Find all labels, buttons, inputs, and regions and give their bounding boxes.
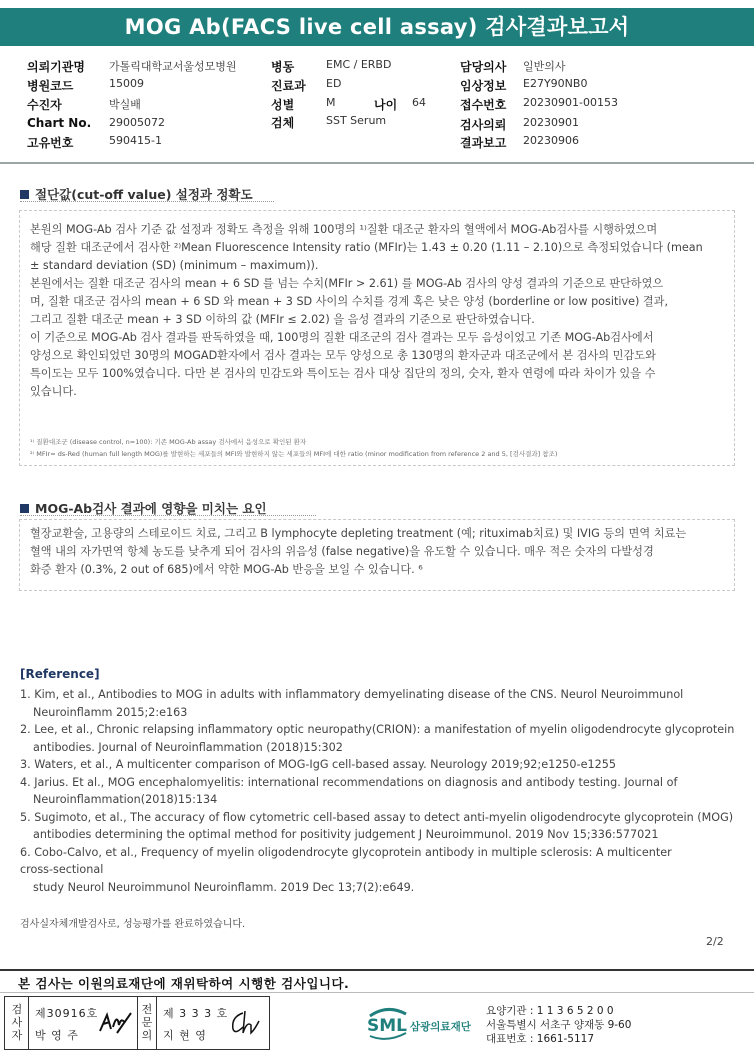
section-factors-title-text: MOG-Ab검사 결과에 영향을 미치는 요인	[35, 501, 267, 516]
age-value: 64	[412, 96, 426, 109]
text-line: 해당 질환 대조군에서 검사한 ²⁾Mean Fluorescence Intensity ratio (MFIr)는 1.43 ± 0.20 (1.11 – 2.10)으로 측정되었습니다 (mean	[30, 241, 703, 254]
chart-value: 29005072	[109, 116, 165, 129]
reference-line: 6. Cobo-Calvo, et al., Frequency of myelin oligodendrocyte glycoprotein antibody in multiple sclerosis: A multicenter	[20, 845, 672, 859]
outsourcing-note: 본 검사는 이원의료재단에 재위탁하여 시행한 검사입니다.	[18, 976, 350, 991]
doctor-label: 담당의사	[460, 60, 507, 74]
bullet-square-icon	[20, 504, 29, 513]
reviewer-name: 지 현 영	[163, 1029, 207, 1042]
reviewer-signature-icon	[227, 1007, 263, 1039]
sml-logo	[366, 1003, 486, 1043]
reviewer-label: 전 문 의	[141, 1003, 153, 1042]
dept-value: ED	[326, 77, 342, 90]
reference-list	[20, 686, 740, 896]
reviewer-license: 제 3 3 3 호	[163, 1007, 229, 1020]
ward-value: EMC / ERBD	[326, 58, 392, 71]
age-label: 나이	[374, 98, 398, 112]
section-divider	[20, 515, 316, 516]
dept-label: 진료과	[271, 79, 306, 93]
tester-signature-icon	[97, 1007, 133, 1037]
section-cutoff-body	[30, 221, 724, 401]
unique-label: 고유번호	[27, 136, 74, 150]
tester-label: 검 사 자	[11, 1003, 23, 1042]
org-info	[486, 1004, 631, 1046]
text-line: 본원에서는 질환 대조군 검사의 mean + 6 SD 를 넘는 수치(MFIr > 2.61) 를 MOG-Ab 검사의 양성 결과의 기준으로 판단하였으	[30, 277, 664, 290]
text-line: 그리고 질환 대조군 mean + 3 SD 이하의 값 (MFIr ≤ 2.02) 을 음성 결과의 기준으로 판단하였습니다.	[30, 313, 535, 326]
doctor-value: 일반의사	[523, 60, 566, 73]
reference-line: antibodies. Journal of Neuroinflammation (2018)15:302	[33, 740, 343, 754]
hospital-label: 의뢰기관명	[27, 60, 85, 74]
logo-text: SML	[367, 1016, 407, 1036]
reference-line: 3. Waters, et al., A multicenter comparison of MOG-IgG cell-based assay. Neurology 2019;92;e1250-e1255	[20, 758, 616, 771]
ward-label: 병동	[271, 60, 295, 74]
specimen-value: SST Serum	[326, 114, 387, 127]
chart-label: Chart No.	[27, 116, 92, 130]
reference-line: Neuroinflamm 2015;2:e163	[33, 705, 188, 719]
report-title: MOG Ab(FACS live cell assay) 검사결과보고서	[0, 8, 754, 46]
request-label: 검사의뢰	[460, 118, 507, 132]
text-line: 본원의 MOG-Ab 검사 기준 값 설정과 정확도 측정을 위해 100명의 ¹⁾질환 대조군 환자의 혈액에서 MOG-Ab검사를 시행하였으며	[30, 223, 658, 236]
section-cutoff-title-text: 절단값(cut-off value) 설정과 정확도	[35, 187, 253, 202]
text-line: 화증 환자 (0.3%, 2 out of 685)에서 약한 MOG-Ab 반응을 보일 수 있습니다. ⁶	[30, 563, 423, 576]
tester-name: 박 영 주	[35, 1029, 79, 1042]
text-line: ± standard deviation (SD) (minimum – maximum)).	[30, 259, 319, 272]
report-date-label: 결과보고	[460, 136, 507, 150]
org-address: 서울특별시 서초구 양재동 9-60	[486, 1019, 632, 1031]
patient-label: 수진자	[27, 98, 62, 112]
sml-logo-icon	[366, 1003, 486, 1043]
sex-value: M	[326, 96, 336, 109]
reference-line: cross-sectional	[20, 863, 104, 876]
clinical-value: E27Y90NB0	[523, 77, 588, 90]
receipt-value: 20230901-00153	[523, 96, 618, 109]
patient-value: 박실배	[109, 98, 141, 111]
closing-note: 검사실자체개발검사로, 성능평가를 완료하였습니다.	[20, 919, 246, 930]
reference-line: 5. Sugimoto, et al., The accuracy of flow cytometric cell-based assay to detect anti-myelin oligodendrocyte glycoprotein (MOG)	[20, 810, 734, 824]
reference-line: Neuroinflammation(2018)15:134	[33, 793, 218, 806]
reference-line: antibodies determining the optimal method for positivity judgement J Neuroimmunol. 2019 Nov 15;336:577021	[33, 828, 659, 841]
request-value: 20230901	[523, 116, 579, 129]
reference-line: 4. Jarius. Et al., MOG encephalomyelitis: international recommendations on diagnosis and antibody testing. Journal of	[20, 775, 678, 789]
footer-divider	[0, 969, 754, 971]
specimen-label: 검체	[271, 116, 295, 130]
bullet-square-icon	[20, 190, 29, 199]
hospital-value: 가톨릭대학교서울성모병원	[109, 60, 237, 73]
org-code: 요양기관 : 1 1 3 6 5 2 0 0	[486, 1005, 614, 1017]
section-factors-body	[30, 525, 724, 579]
text-line: 혈액 내의 자가면역 항체 농도를 낮추게 되어 검사의 위음성 (false negative)을 유도할 수 있습니다. 매우 적은 숫자의 다발성경	[30, 545, 654, 558]
reference-line: 2. Lee, et al., Chronic relapsing inflammatory optic neuropathy(CRION): a manifestation of myelin oligodendrocyte glycoprotein	[20, 723, 735, 736]
patient-info-grid	[0, 50, 754, 164]
text-line: 있습니다.	[30, 385, 77, 398]
signature-box	[4, 996, 270, 1050]
code-value: 15009	[109, 77, 144, 90]
tester-license: 제30916호	[35, 1007, 99, 1020]
footnote-1: ¹⁾ 질환대조군 (disease control, n=100): 기존 MOG-Ab assay 검사에서 음성으로 확인된 환자	[30, 438, 307, 446]
text-line: 양성으로 확인되었던 30명의 MOGAD환자에서 검사 결과는 모두 양성으로 총 130명의 환자군과 대조군에서 본 검사의 민감도와	[30, 349, 656, 362]
section-divider	[20, 201, 274, 202]
code-label: 병원코드	[27, 79, 74, 93]
sex-label: 성별	[271, 98, 295, 112]
reference-title: [Reference]	[20, 667, 100, 681]
footnote-2: ²⁾ MFIr= ds-Red (human full length MOG)를 발현하는 세포들의 MFI와 발현하지 않는 세포들의 MFI에 대한 ratio (minor modification from reference 2 and 5, [검사결과] 참조)	[30, 450, 558, 458]
reference-line: study Neurol Neuroimmunol Neuroinflamm. 2019 Dec 13;7(2):e649.	[33, 880, 415, 894]
text-line: 특이도는 모두 100%였습니다. 다만 본 검사의 민감도와 특이도는 검사 대상 집단의 정의, 숫자, 환자 연령에 따라 차이가 있을 수	[30, 367, 656, 380]
unique-value: 590415-1	[109, 134, 162, 147]
receipt-label: 접수번호	[460, 98, 507, 112]
text-line: 며, 질환 대조군 검사의 mean + 6 SD 와 mean + 3 SD 사이의 수치를 경계 혹은 낮은 양성 (borderline or low positive) 결과,	[30, 295, 669, 308]
section-cutoff-title	[20, 185, 253, 203]
text-line: 이 기준으로 MOG-Ab 검사 결과를 판독하였을 때, 100명의 질환 대조군의 검사 결과는 모두 음성이었고 기존 MOG-Ab검사에서	[30, 331, 654, 344]
org-phone: 대표번호 : 1661-5117	[486, 1033, 595, 1045]
logo-org: 삼광의료재단	[410, 1021, 471, 1033]
text-line: 혈장교환술, 고용량의 스테로이드 치료, 그리고 B lymphocyte depleting treatment (예; rituximab치료) 및 IVIG 등의 면역 치료는	[30, 527, 687, 540]
clinical-label: 임상정보	[460, 79, 507, 93]
reference-line: 1. Kim, et al., Antibodies to MOG in adults with inflammatory demyelinating disease of the CNS. Neurol Neuroimmunol	[20, 688, 684, 701]
section-factors-title	[20, 499, 267, 517]
page-number: 2/2	[706, 935, 724, 948]
footer-divider-thin	[0, 992, 754, 993]
report-date-value: 20230906	[523, 134, 579, 147]
